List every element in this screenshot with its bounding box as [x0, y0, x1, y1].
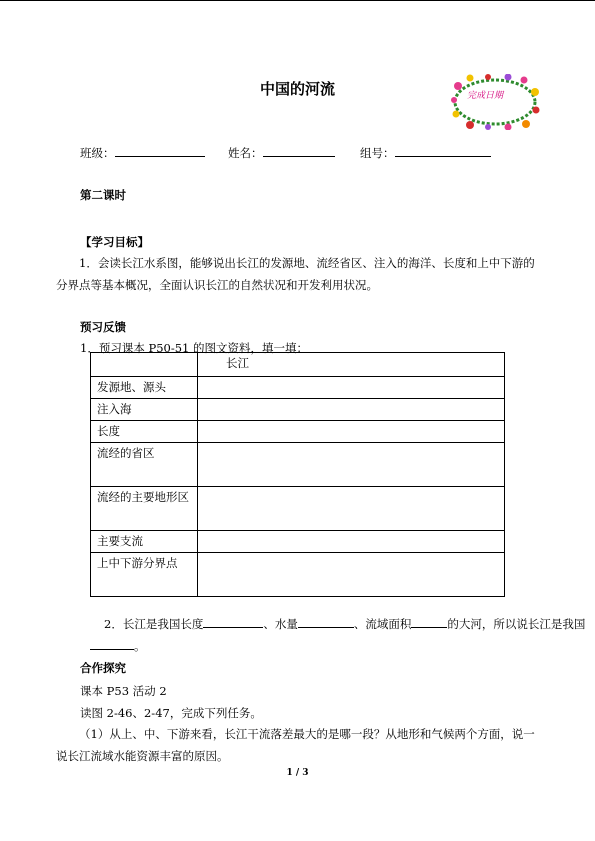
top-rule [0, 0, 595, 1]
table-row-label: 上中下游分界点 [91, 553, 198, 597]
table-corner [91, 353, 198, 377]
explore-heading: 合作探究 [80, 661, 126, 675]
q2-part-4: 的大河，所以说长江是我国 [447, 617, 586, 631]
q2-blank-area[interactable] [411, 616, 447, 628]
explore-task: 读图 2-46、2-47，完成下列任务。 [80, 706, 262, 720]
table-row-label: 注入海 [91, 399, 198, 421]
class-field [80, 145, 205, 161]
name-field [228, 145, 335, 161]
q2-part-1: 2．长江是我国长度 [104, 617, 204, 631]
group-label: 组号： [360, 146, 395, 160]
yangtze-table [90, 352, 505, 597]
preview-question-2 [104, 616, 585, 632]
group-blank[interactable] [395, 145, 491, 157]
explore-activity: 课本 P53 活动 2 [80, 684, 167, 698]
goals-item-1: 1．会读长江水系图，能够说出长江的发源地、流经省区、注入的海洋、长度和上中下游的分界点等基本概况，全面认识长江的自然状况和开发利用状况。 [56, 256, 535, 292]
q2-part-2: 、水量 [263, 617, 298, 631]
q2-blank-length[interactable] [203, 616, 263, 628]
stamp-label: 完成日期 [467, 91, 504, 101]
table-row-label: 长度 [91, 421, 198, 443]
table-row-label: 主要支流 [91, 531, 198, 553]
page-title: 中国的河流 [259, 80, 335, 98]
class-blank[interactable] [115, 145, 205, 157]
class-label: 班级： [80, 146, 115, 160]
table-answer-cell[interactable] [198, 377, 505, 399]
q2-blank-volume[interactable] [298, 616, 354, 628]
table-answer-cell[interactable] [198, 553, 505, 597]
page-number: 1 / 3 [286, 768, 309, 778]
table-header: 长江 [198, 353, 505, 377]
preview-heading: 预习反馈 [80, 320, 126, 334]
table-answer-cell[interactable] [198, 531, 505, 553]
table-row-label: 流经的主要地形区 [91, 487, 198, 531]
table-answer-cell[interactable] [198, 399, 505, 421]
group-field [360, 145, 491, 161]
table-row-label: 流经的省区 [91, 443, 198, 487]
table-answer-cell[interactable] [198, 421, 505, 443]
name-blank[interactable] [263, 145, 335, 157]
preview-question-1: 1．预习课本 P50-51 的图文资料，填一填： [80, 341, 309, 355]
name-label: 姓名： [228, 146, 263, 160]
table-row-label: 发源地、源头 [91, 377, 198, 399]
q2-part-3: 、流域面积 [353, 617, 412, 631]
explore-question-1: （1）从上、中、下游来看，长江干流落差最大的是哪一段？从地形和气候两个方面，说一说长江流域水能资源丰富的原因。 [56, 727, 535, 763]
q2-part-5: 。 [134, 639, 146, 653]
flower-frame-logo [450, 74, 540, 130]
preview-question-2-cont [66, 638, 146, 654]
goals-heading: 【学习目标】 [80, 235, 149, 249]
table-answer-cell[interactable] [198, 487, 505, 531]
lesson-label: 第二课时 [80, 188, 126, 202]
q2-blank-rank[interactable] [90, 638, 134, 650]
table-answer-cell[interactable] [198, 443, 505, 487]
